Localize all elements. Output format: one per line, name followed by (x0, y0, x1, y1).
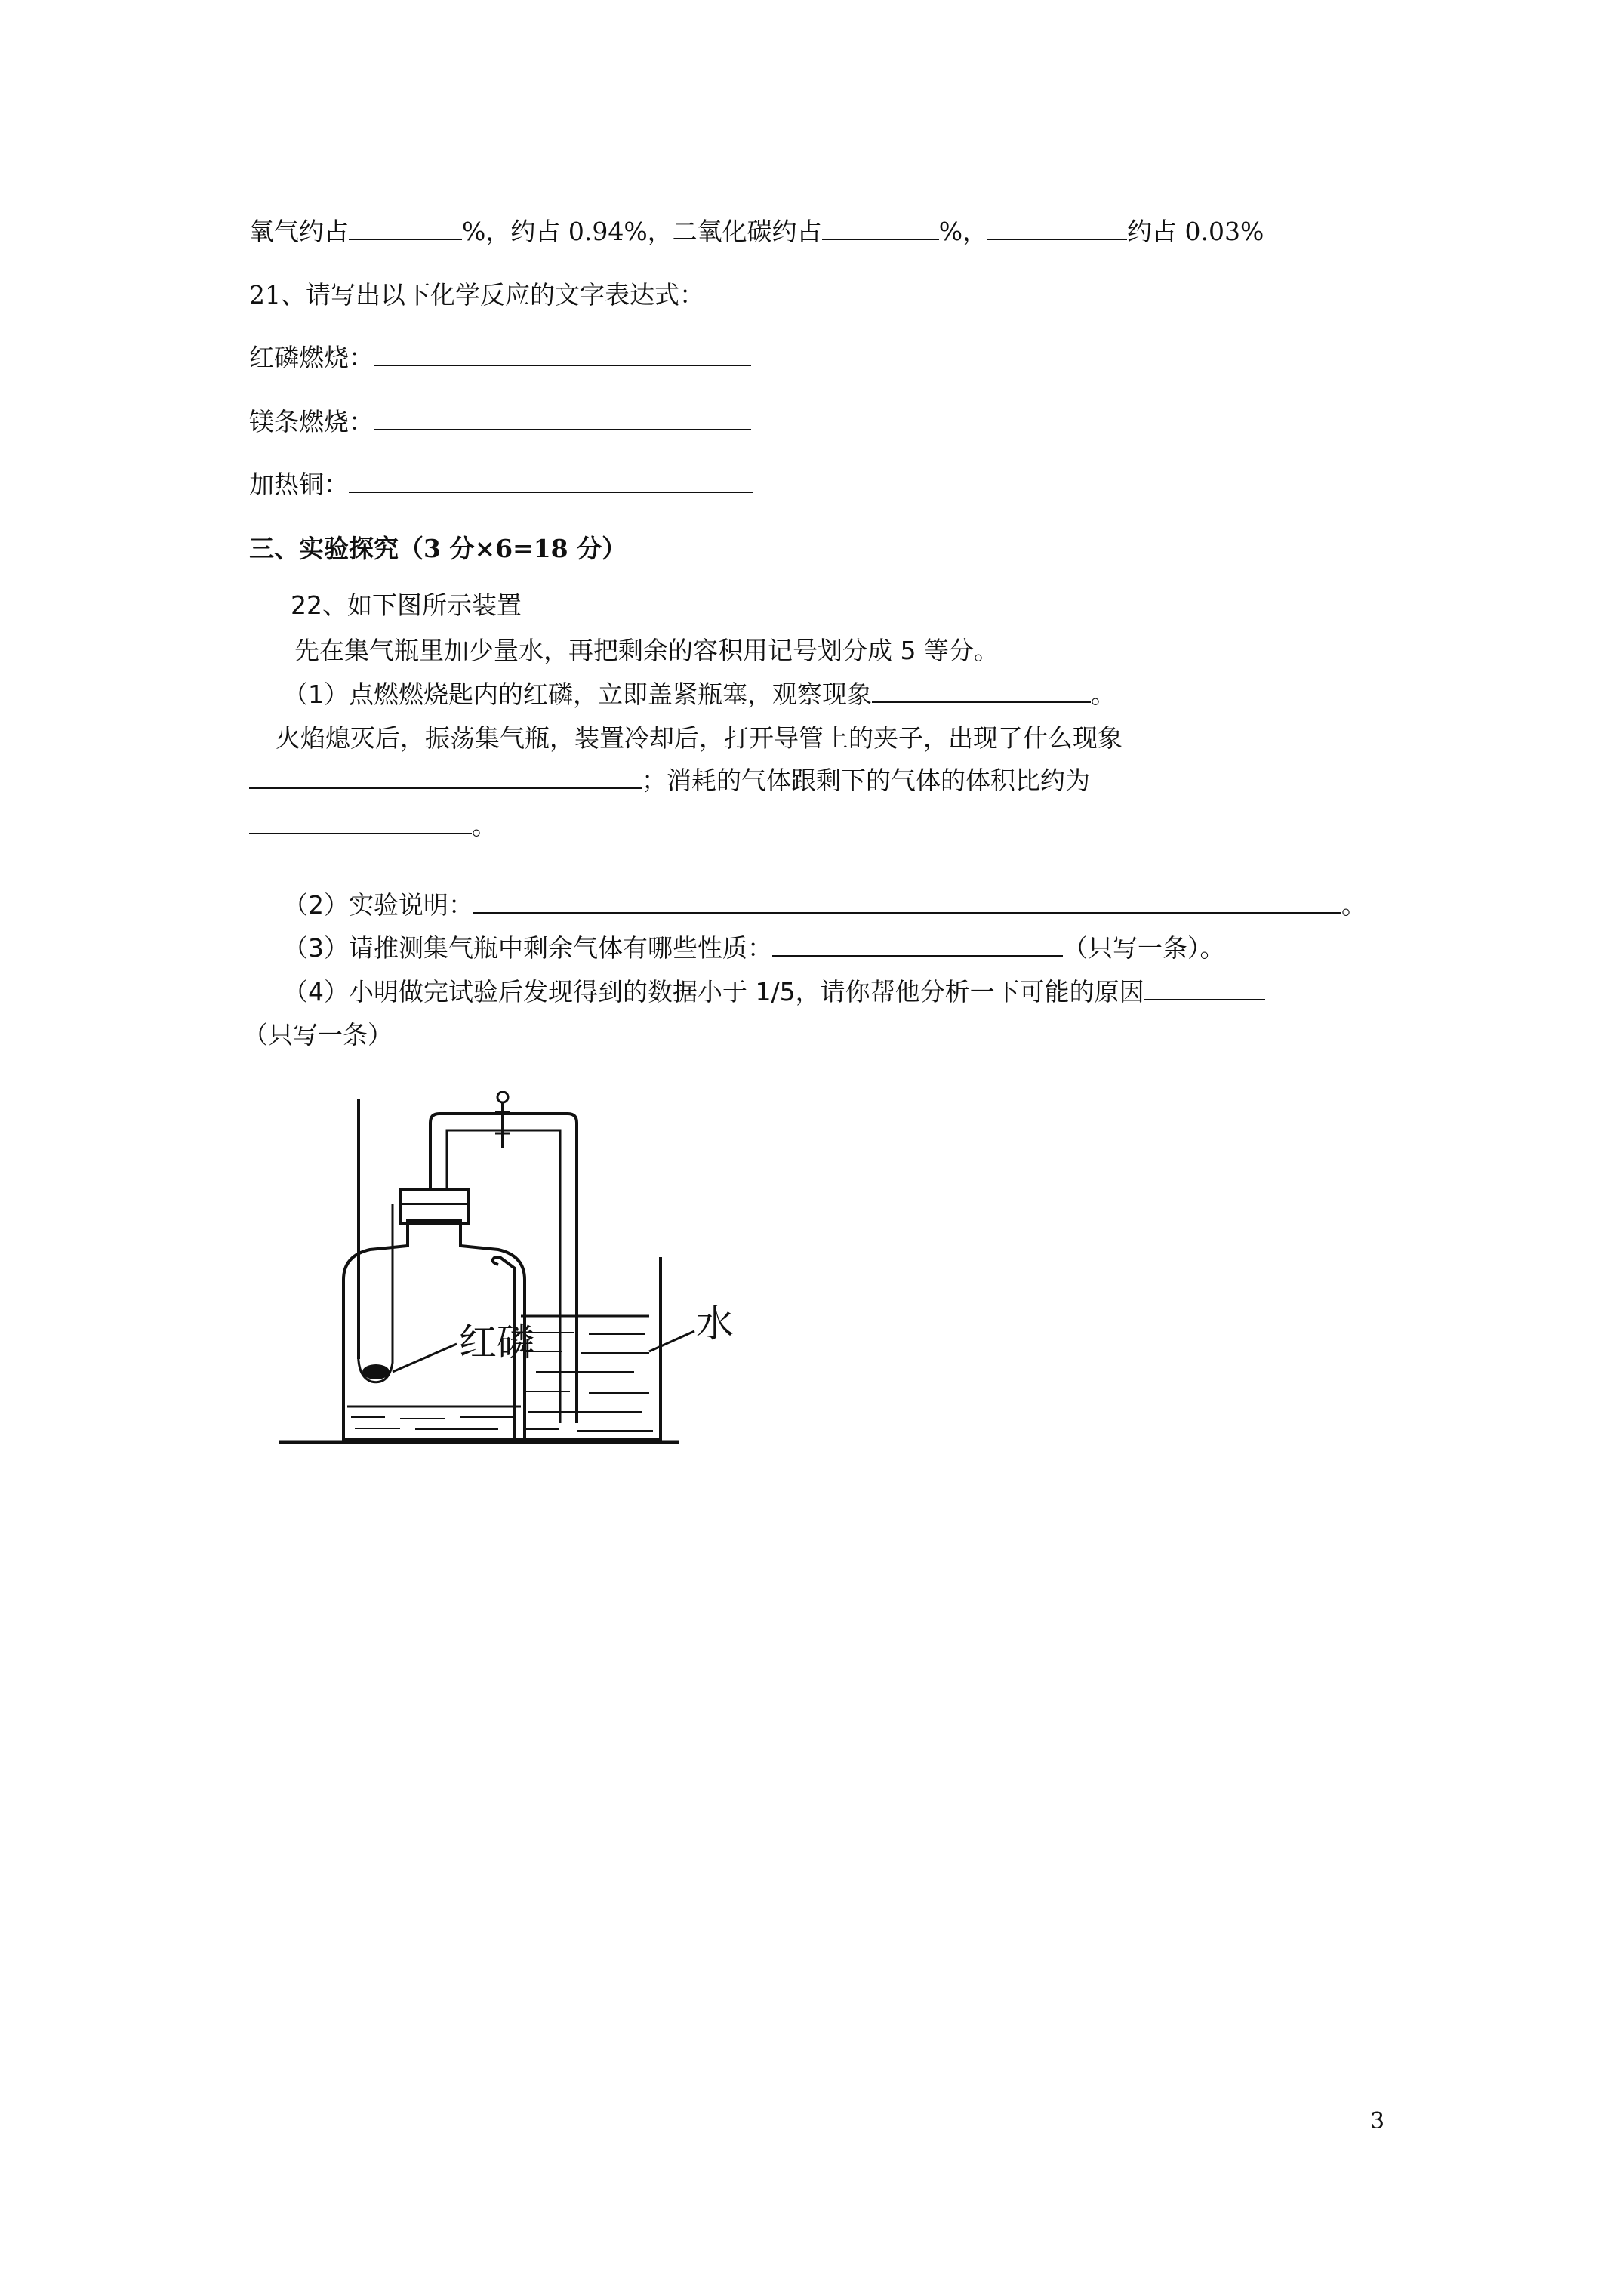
q21-magnesium-label: 镁条燃烧： (249, 407, 374, 436)
q22-part1-ratio-text: ；消耗的气体跟剩下的气体的体积比约为 (642, 766, 1090, 795)
q20-text-4: 约占 0.03% (1127, 217, 1264, 246)
red-phosphorus-sample (362, 1364, 390, 1379)
q22-part4-line (283, 974, 1265, 1010)
gas-collecting-bottle (343, 1189, 525, 1440)
q22-part1-line-c (249, 763, 1090, 799)
q21-magnesium-line (249, 404, 751, 440)
experiment-explanation-blank[interactable] (473, 889, 1341, 914)
spoon-tube (359, 1204, 393, 1382)
q22-part1-end: 。 (1091, 680, 1116, 709)
phosphorus-label: 红磷 (459, 1321, 534, 1364)
q22-part1-line-b: 火焰熄灭后，振荡集气瓶，装置冷却后，打开导管上的夹子，出现了什么现象 (276, 723, 1123, 753)
open-clamp-phenomenon-blank[interactable] (249, 765, 642, 789)
q22-part4-text: （4）小明做完试验后发现得到的数据小于 1/5，请你帮他分析一下可能的原因 (283, 977, 1144, 1006)
apparatus-diagram (272, 1091, 770, 1514)
q20-tail-line (249, 214, 1264, 250)
phosphorus-label-leader (393, 1344, 457, 1372)
q22-part1-text: （1）点燃燃烧匙内的红磷，立即盖紧瓶塞，观察现象 (283, 680, 872, 709)
connecting-tube (430, 1114, 577, 1423)
magnesium-answer-blank[interactable] (374, 406, 751, 430)
co2-percent-blank[interactable] (822, 216, 939, 240)
copper-answer-blank[interactable] (349, 469, 753, 493)
page-number: 3 (1370, 2108, 1385, 2134)
q22-part4-end: （只写一条） (243, 1020, 393, 1049)
q22-part2-end: 。 (1341, 890, 1366, 920)
q22-part3-end: （只写一条）。 (1063, 933, 1225, 963)
phenomenon-blank[interactable] (872, 679, 1091, 703)
q22-part3-line (283, 930, 1225, 966)
q22-part1-line-d (249, 808, 497, 844)
q22-part1-line-a (283, 676, 1116, 713)
other-gas-blank[interactable] (987, 216, 1127, 240)
q22-title: 22、如下图所示装置 (291, 590, 522, 620)
section3-title: 三、实验探究（3 分×6=18 分） (249, 534, 627, 563)
q21-copper-label: 加热铜： (249, 470, 349, 499)
q22-intro: 先在集气瓶里加少量水，再把剩余的容积用记号划分成 5 等分。 (294, 636, 999, 665)
combustion-spoon (359, 1099, 393, 1382)
volume-ratio-blank[interactable] (249, 810, 472, 834)
q22-part3-text: （3）请推测集气瓶中剩余气体有哪些性质： (283, 933, 772, 963)
q20-text-1: 氧气约占 (249, 217, 349, 246)
q20-text-2: %，约占 0.94%，二氧化碳约占 (462, 217, 822, 246)
q21-red-phosphorus-label: 红磷燃烧： (249, 343, 374, 372)
oxygen-percent-blank[interactable] (349, 216, 462, 240)
q21-title: 21、请写出以下化学反应的文字表达式： (249, 280, 704, 310)
q21-red-phosphorus-line (249, 340, 751, 376)
water-label: 水 (696, 1302, 734, 1345)
bottle-stopper (400, 1189, 468, 1223)
tube-clamp (495, 1092, 510, 1148)
q22-part2-text: （2）实验说明： (283, 890, 473, 920)
red-phosphorus-answer-blank[interactable] (374, 342, 751, 366)
q21-copper-line (249, 467, 753, 503)
possible-reason-blank[interactable] (1144, 976, 1265, 1000)
remaining-gas-property-blank[interactable] (772, 932, 1063, 957)
water-label-leader (649, 1331, 694, 1351)
q22-part2-line (283, 887, 1366, 923)
q22-part1-end-2: 。 (472, 811, 497, 840)
q20-text-3: %， (938, 217, 988, 246)
